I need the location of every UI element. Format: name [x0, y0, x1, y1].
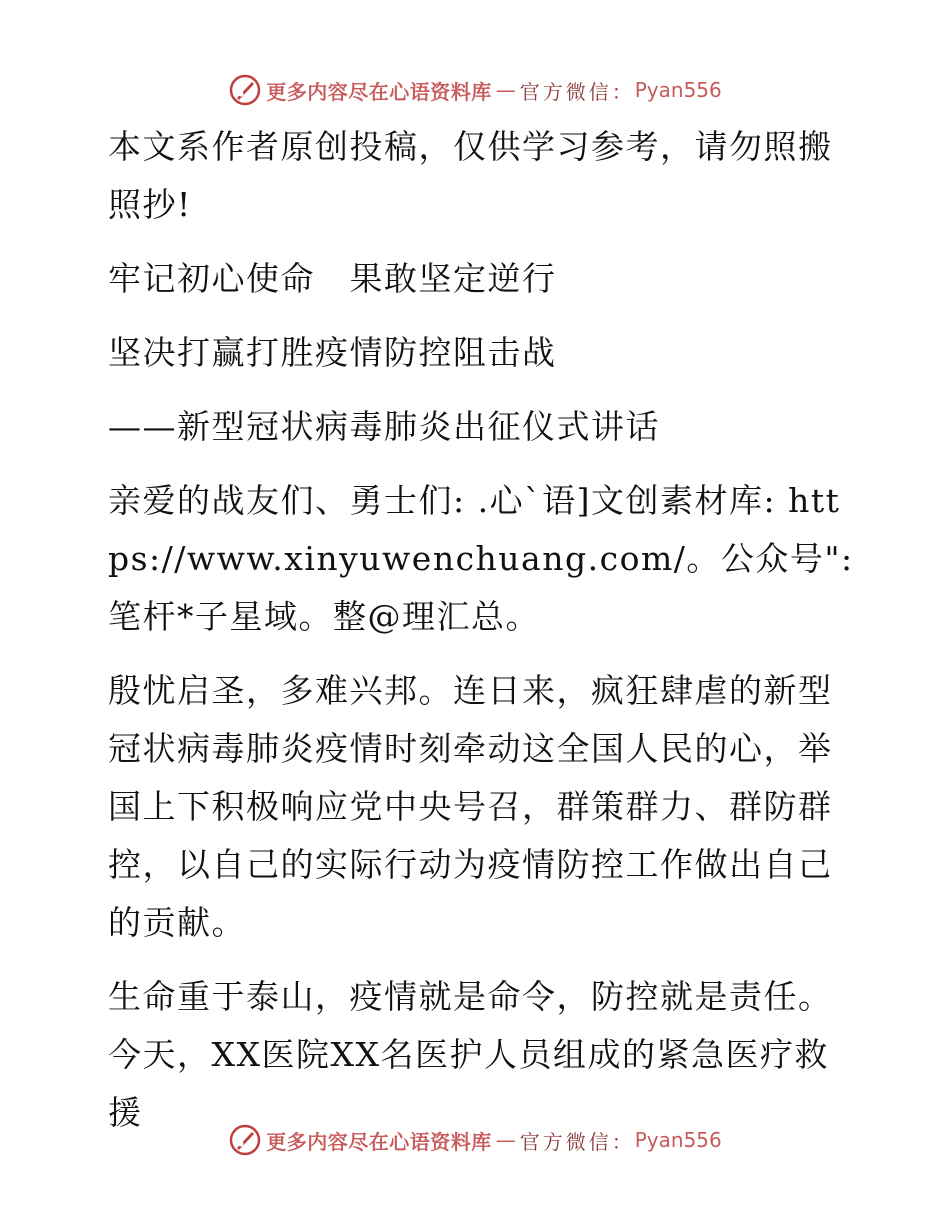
- footer-banner: [0, 1120, 950, 1160]
- header-banner: [0, 70, 950, 110]
- body-paragraph: 殷忧启圣，多难兴邦。连日来，疯狂肆虐的新型冠状病毒肺炎疫情时刻牵动这全国人民的心，举国上下积极响应党中央号召，群策群力、群防群控，以自己的实际行动为疫情防控工作做出自己的贡献。: [108, 671, 833, 942]
- banner-label: 官方微信：: [519, 1129, 635, 1154]
- banner-handle: Pyan556: [634, 78, 722, 102]
- banner-separator: —: [495, 78, 516, 102]
- body-paragraph: 生命重于泰山，疫情就是命令，防控就是责任。今天，XX医院XX名医护人员组成的紧急医疗救援: [108, 977, 833, 1132]
- document-body: [98, 118, 858, 1158]
- quill-logo-icon: [228, 1123, 262, 1157]
- title-line-1: 牢记初心使命 果敢坚定逆行: [108, 259, 557, 298]
- subtitle: ——新型冠状病毒肺炎出征仪式讲话: [108, 407, 660, 446]
- disclaimer-paragraph: 本文系作者原创投稿，仅供学习参考，请勿照搬照抄!: [108, 127, 833, 224]
- banner-label: 官方微信：: [519, 79, 635, 104]
- title-line-2: 坚决打赢打胜疫情防控阻击战: [108, 333, 557, 372]
- banner-handle: Pyan556: [634, 1128, 722, 1152]
- banner-separator: —: [495, 1128, 516, 1152]
- banner-text: 更多内容尽在心语资料库: [266, 79, 492, 104]
- banner-text: 更多内容尽在心语资料库: [266, 1129, 492, 1154]
- quill-logo-icon: [228, 73, 262, 107]
- greeting-paragraph: 亲爱的战友们、勇士们: .心`语]文创素材库: https://www.xinyuwenchuang.com/。公众号": 笔杆*子星域。整@理汇总。: [108, 481, 854, 636]
